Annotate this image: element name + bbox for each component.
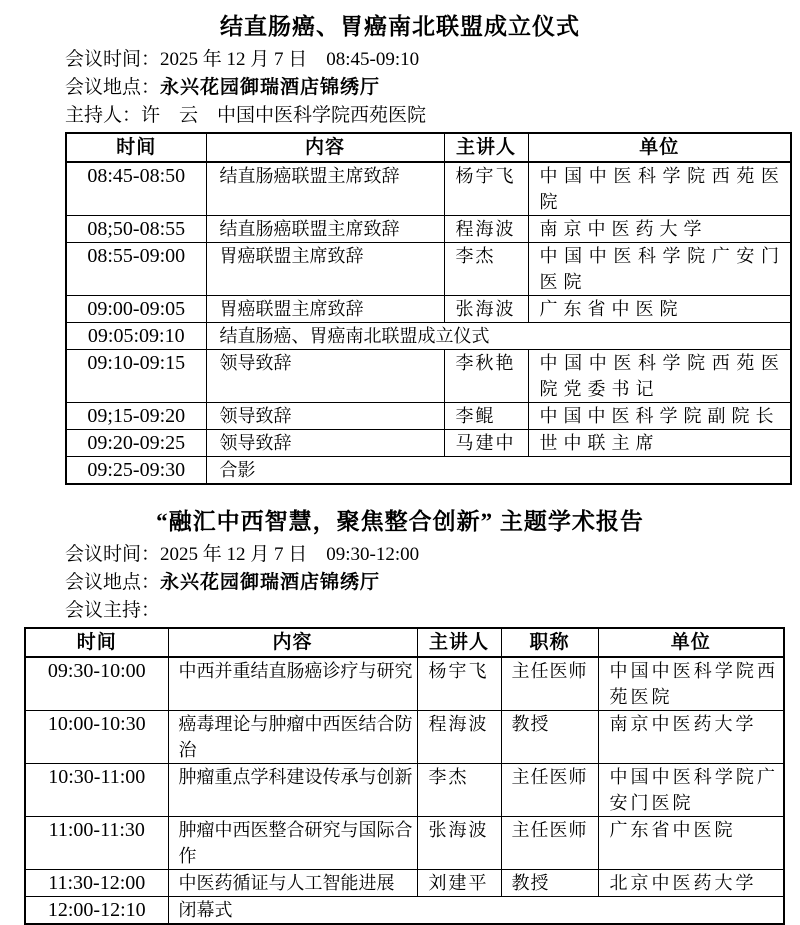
time-cell: 09:20-09:25	[66, 430, 206, 457]
org-cell: 中国中医科学院副院长	[528, 403, 791, 430]
header-org: 单位	[598, 628, 784, 657]
speaker-cell: 程海波	[417, 711, 501, 764]
header-job-title: 职称	[501, 628, 598, 657]
speaker-cell: 杨宇飞	[417, 657, 501, 711]
org-cell: 中国中医科学院西苑医院党委书记	[528, 350, 791, 403]
org-cell: 世中联主席	[528, 430, 791, 457]
table-row	[25, 817, 784, 870]
content-cell: 结直肠癌联盟主席致辞	[206, 216, 444, 243]
job-title-cell: 主任医师	[501, 764, 598, 817]
meeting-place-line	[65, 569, 790, 597]
meeting-time-label: 会议时间：	[65, 49, 161, 70]
meeting-place-label: 会议地点：	[65, 572, 161, 593]
table-row-merged	[66, 457, 791, 485]
table-header-row	[25, 628, 784, 657]
org-cell: 广东省中医院	[528, 296, 791, 323]
time-cell: 11:30-12:00	[25, 870, 168, 897]
table-row-merged	[66, 323, 791, 350]
meeting-time-value: 2025 年 12 月 7 日 09:30-12:00	[160, 544, 420, 565]
job-title-cell: 主任医师	[501, 657, 598, 711]
time-cell: 08:45-08:50	[66, 162, 206, 216]
content-cell-merged: 合影	[206, 457, 791, 485]
meeting-place-value: 永兴花园御瑞酒店锦绣厅	[160, 572, 381, 593]
meeting-place-label: 会议地点：	[65, 77, 161, 98]
time-cell: 09:30-10:00	[25, 657, 168, 711]
job-title-cell: 主任医师	[501, 817, 598, 870]
org-cell: 中国中医科学院广安门医院	[598, 764, 784, 817]
content-cell: 领导致辞	[206, 430, 444, 457]
content-cell: 结直肠癌联盟主席致辞	[206, 162, 444, 216]
table-row	[66, 162, 791, 216]
time-cell: 09:00-09:05	[66, 296, 206, 323]
host-label: 会议主持：	[65, 600, 161, 621]
table-row-merged	[25, 897, 784, 925]
report-table	[24, 627, 785, 925]
ceremony-title: 结直肠癌、胃癌南北联盟成立仪式	[220, 14, 580, 39]
time-cell: 09:25-09:30	[66, 457, 206, 485]
org-cell: 中国中医科学院广安门医院	[528, 243, 791, 296]
time-cell: 10:00-10:30	[25, 711, 168, 764]
ceremony-meta	[65, 46, 790, 130]
speaker-cell: 程海波	[444, 216, 528, 243]
content-cell: 领导致辞	[206, 403, 444, 430]
org-cell: 北京中医药大学	[598, 870, 784, 897]
content-cell: 胃癌联盟主席致辞	[206, 296, 444, 323]
time-cell: 11:00-11:30	[25, 817, 168, 870]
content-cell: 癌毒理论与肿瘤中西医结合防治	[168, 711, 417, 764]
meeting-time-value: 2025 年 12 月 7 日 08:45-09:10	[160, 49, 420, 70]
header-time: 时间	[25, 628, 168, 657]
job-title-cell: 教授	[501, 870, 598, 897]
meeting-time-line	[65, 46, 790, 74]
content-cell: 肿瘤中西医整合研究与国际合作	[168, 817, 417, 870]
speaker-cell: 杨宇飞	[444, 162, 528, 216]
header-content: 内容	[206, 133, 444, 162]
job-title-cell: 教授	[501, 711, 598, 764]
speaker-cell: 马建中	[444, 430, 528, 457]
time-cell: 08;50-08:55	[66, 216, 206, 243]
table-header-row	[66, 133, 791, 162]
org-cell: 南京中医药大学	[528, 216, 791, 243]
speaker-cell: 刘建平	[417, 870, 501, 897]
speaker-cell: 李杰	[417, 764, 501, 817]
table-row	[66, 403, 791, 430]
host-line	[65, 597, 790, 625]
speaker-cell: 张海波	[444, 296, 528, 323]
speaker-cell: 李秋艳	[444, 350, 528, 403]
time-cell: 09:05:09:10	[66, 323, 206, 350]
content-cell: 肿瘤重点学科建设传承与创新	[168, 764, 417, 817]
content-cell: 胃癌联盟主席致辞	[206, 243, 444, 296]
host-line	[65, 102, 790, 130]
host-value: 许 云 中国中医科学院西苑医院	[141, 105, 427, 126]
report-title: “融汇中西智慧，聚焦整合创新” 主题学术报告	[156, 509, 644, 534]
header-org: 单位	[528, 133, 791, 162]
time-cell: 09:10-09:15	[66, 350, 206, 403]
content-cell: 领导致辞	[206, 350, 444, 403]
content-cell-merged: 闭幕式	[168, 897, 784, 925]
org-cell: 广东省中医院	[598, 817, 784, 870]
content-cell-merged: 结直肠癌、胃癌南北联盟成立仪式	[206, 323, 791, 350]
meeting-place-line	[65, 74, 790, 102]
header-speaker: 主讲人	[417, 628, 501, 657]
table-row	[66, 216, 791, 243]
header-content: 内容	[168, 628, 417, 657]
table-row	[25, 711, 784, 764]
content-cell: 中西并重结直肠癌诊疗与研究	[168, 657, 417, 711]
org-cell: 中国中医科学院西苑医院	[598, 657, 784, 711]
time-cell: 10:30-11:00	[25, 764, 168, 817]
content-cell: 中医药循证与人工智能进展	[168, 870, 417, 897]
meeting-time-line	[65, 541, 790, 569]
speaker-cell: 李杰	[444, 243, 528, 296]
org-cell: 中国中医科学院西苑医院	[528, 162, 791, 216]
table-row	[25, 870, 784, 897]
report-meta	[65, 541, 790, 625]
meeting-place-value: 永兴花园御瑞酒店锦绣厅	[160, 77, 381, 98]
header-speaker: 主讲人	[444, 133, 528, 162]
ceremony-table	[65, 132, 792, 485]
table-row	[25, 657, 784, 711]
org-cell: 南京中医药大学	[598, 711, 784, 764]
time-cell: 08:55-09:00	[66, 243, 206, 296]
table-row	[25, 764, 784, 817]
table-row	[66, 243, 791, 296]
time-cell: 12:00-12:10	[25, 897, 168, 925]
table-row	[66, 350, 791, 403]
speaker-cell: 张海波	[417, 817, 501, 870]
header-time: 时间	[66, 133, 206, 162]
table-row	[66, 430, 791, 457]
speaker-cell: 李鲲	[444, 403, 528, 430]
host-label: 主持人：	[65, 105, 142, 126]
table-row	[66, 296, 791, 323]
meeting-time-label: 会议时间：	[65, 544, 161, 565]
time-cell: 09;15-09:20	[66, 403, 206, 430]
